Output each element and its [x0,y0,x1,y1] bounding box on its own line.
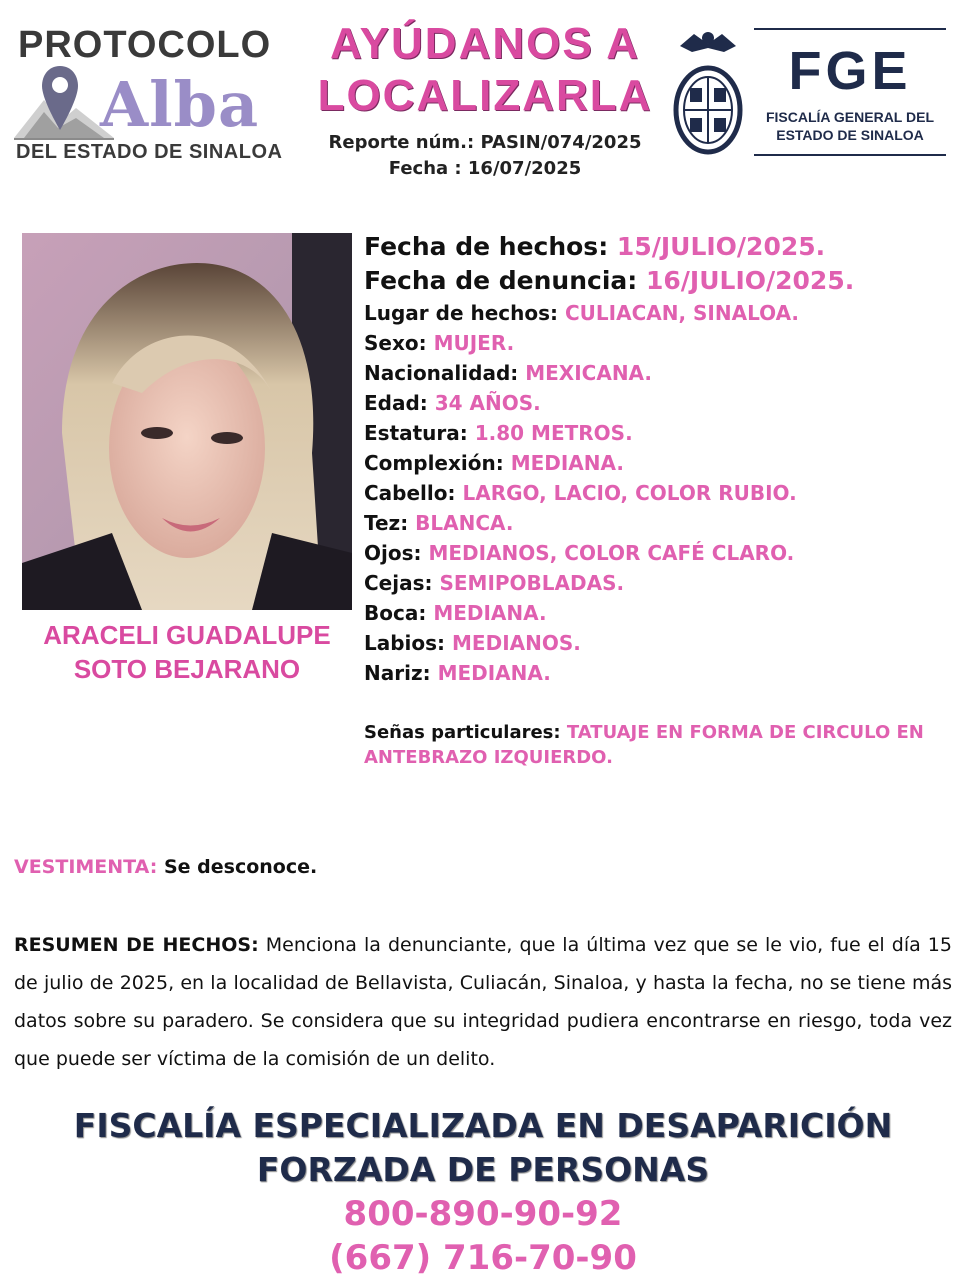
report-number-row [310,130,660,156]
detail-row-sexo: Sexo: MUJER. [364,331,515,355]
footer-agency-line2: FORZADA DE PERSONAS [256,1150,710,1189]
missing-person-photo [22,233,352,610]
detail-row-fecha-denuncia: Fecha de denuncia: 16/JULIO/2025. [364,266,855,295]
fge-abbrev: FGE [788,41,912,101]
person-name-line1: ARACELI GUADALUPE [43,620,331,650]
vestimenta-value: Se desconoce. [163,856,318,878]
report-number-label: Reporte núm.: [328,132,475,153]
vestimenta-sep: : [149,856,158,878]
alert-title-line2: LOCALIZARLA [317,71,653,120]
fge-divider-top [754,28,946,30]
fge-name-line1: FISCALÍA GENERAL DEL [765,109,934,125]
logo-alba-text: Alba [100,68,260,141]
clothing-info [14,856,317,878]
footer-phone-2[interactable]: (667) 716-70-90 [329,1238,637,1278]
person-name-line2: SOTO BEJARANO [73,654,301,684]
report-date-value: 16/07/2025 [467,158,582,179]
report-date-label: Fecha : [388,158,462,179]
senas-line1 [364,720,964,745]
resumen-label: RESUMEN DE HECHOS: [14,934,259,956]
fge-name [754,108,946,144]
detail-row-lugar: Lugar de hechos: CULIACAN, SINALOA. [364,301,800,325]
resumen-text: Menciona la denunciante, que la última vez que se le vio, fue el día 15 de julio de 2025, en la localidad de Bellavista, Culiacán, Sinaloa, y hasta la fecha, no se tiene más datos sobre su paradero. Se considera que su integridad pudiera encontrarse en riesgo, toda vez que puede ser víctima de la comisión de un delito. [14,934,952,1070]
vestimenta-label: VESTIMENTA [14,856,150,878]
missing-person-name [22,618,352,686]
physical-description [364,230,964,688]
senas-value-1: TATUAJE EN FORMA DE CIRCULO EN [566,722,924,743]
footer-phone-1[interactable]: 800-890-90-92 [343,1194,623,1234]
detail-row-tez: Tez: BLANCA. [364,511,514,535]
footer-agency-line1: FISCALÍA ESPECIALIZADA EN DESAPARICIÓN [73,1106,893,1145]
detail-row-ojos: Ojos: MEDIANOS, COLOR CAFÉ CLARO. [364,541,795,565]
case-summary [14,926,952,1078]
detail-row-labios: Labios: MEDIANOS. [364,631,581,655]
detail-row-nariz: Nariz: MEDIANA. [364,661,551,685]
alert-title-line1: AYÚDANOS A [329,19,641,68]
logo-state-text: DEL ESTADO DE SINALOA [16,141,283,163]
logo-protocol-text: PROTOCOLO [18,24,272,66]
footer-contact [0,1104,966,1280]
detail-row-estatura: Estatura: 1.80 METROS. [364,421,633,445]
detail-row-complexion: Complexión: MEDIANA. [364,451,624,475]
detail-row-edad: Edad: 34 AÑOS. [364,391,541,415]
senas-value-2: ANTEBRAZO IZQUIERDO. [364,747,613,768]
senas-label: Señas particulares: [364,722,561,743]
report-date-row [310,156,660,182]
report-number-value: PASIN/074/2025 [480,132,642,153]
detail-row-boca: Boca: MEDIANA. [364,601,547,625]
fge-divider-bottom [754,154,946,156]
report-info [310,130,660,182]
detail-row-cabello: Cabello: LARGO, LACIO, COLOR RUBIO. [364,481,797,505]
distinguishing-marks [364,720,964,770]
fge-name-line2: ESTADO DE SINALOA [776,127,924,143]
location-pin-icon [40,64,80,134]
alert-title [310,18,660,122]
detail-row-nacionalidad: Nacionalidad: MEXICANA. [364,361,653,385]
state-seal-icon [672,24,744,158]
detail-row-fecha-hechos: Fecha de hechos: 15/JULIO/2025. [364,232,826,261]
detail-row-cejas: Cejas: SEMIPOBLADAS. [364,571,625,595]
